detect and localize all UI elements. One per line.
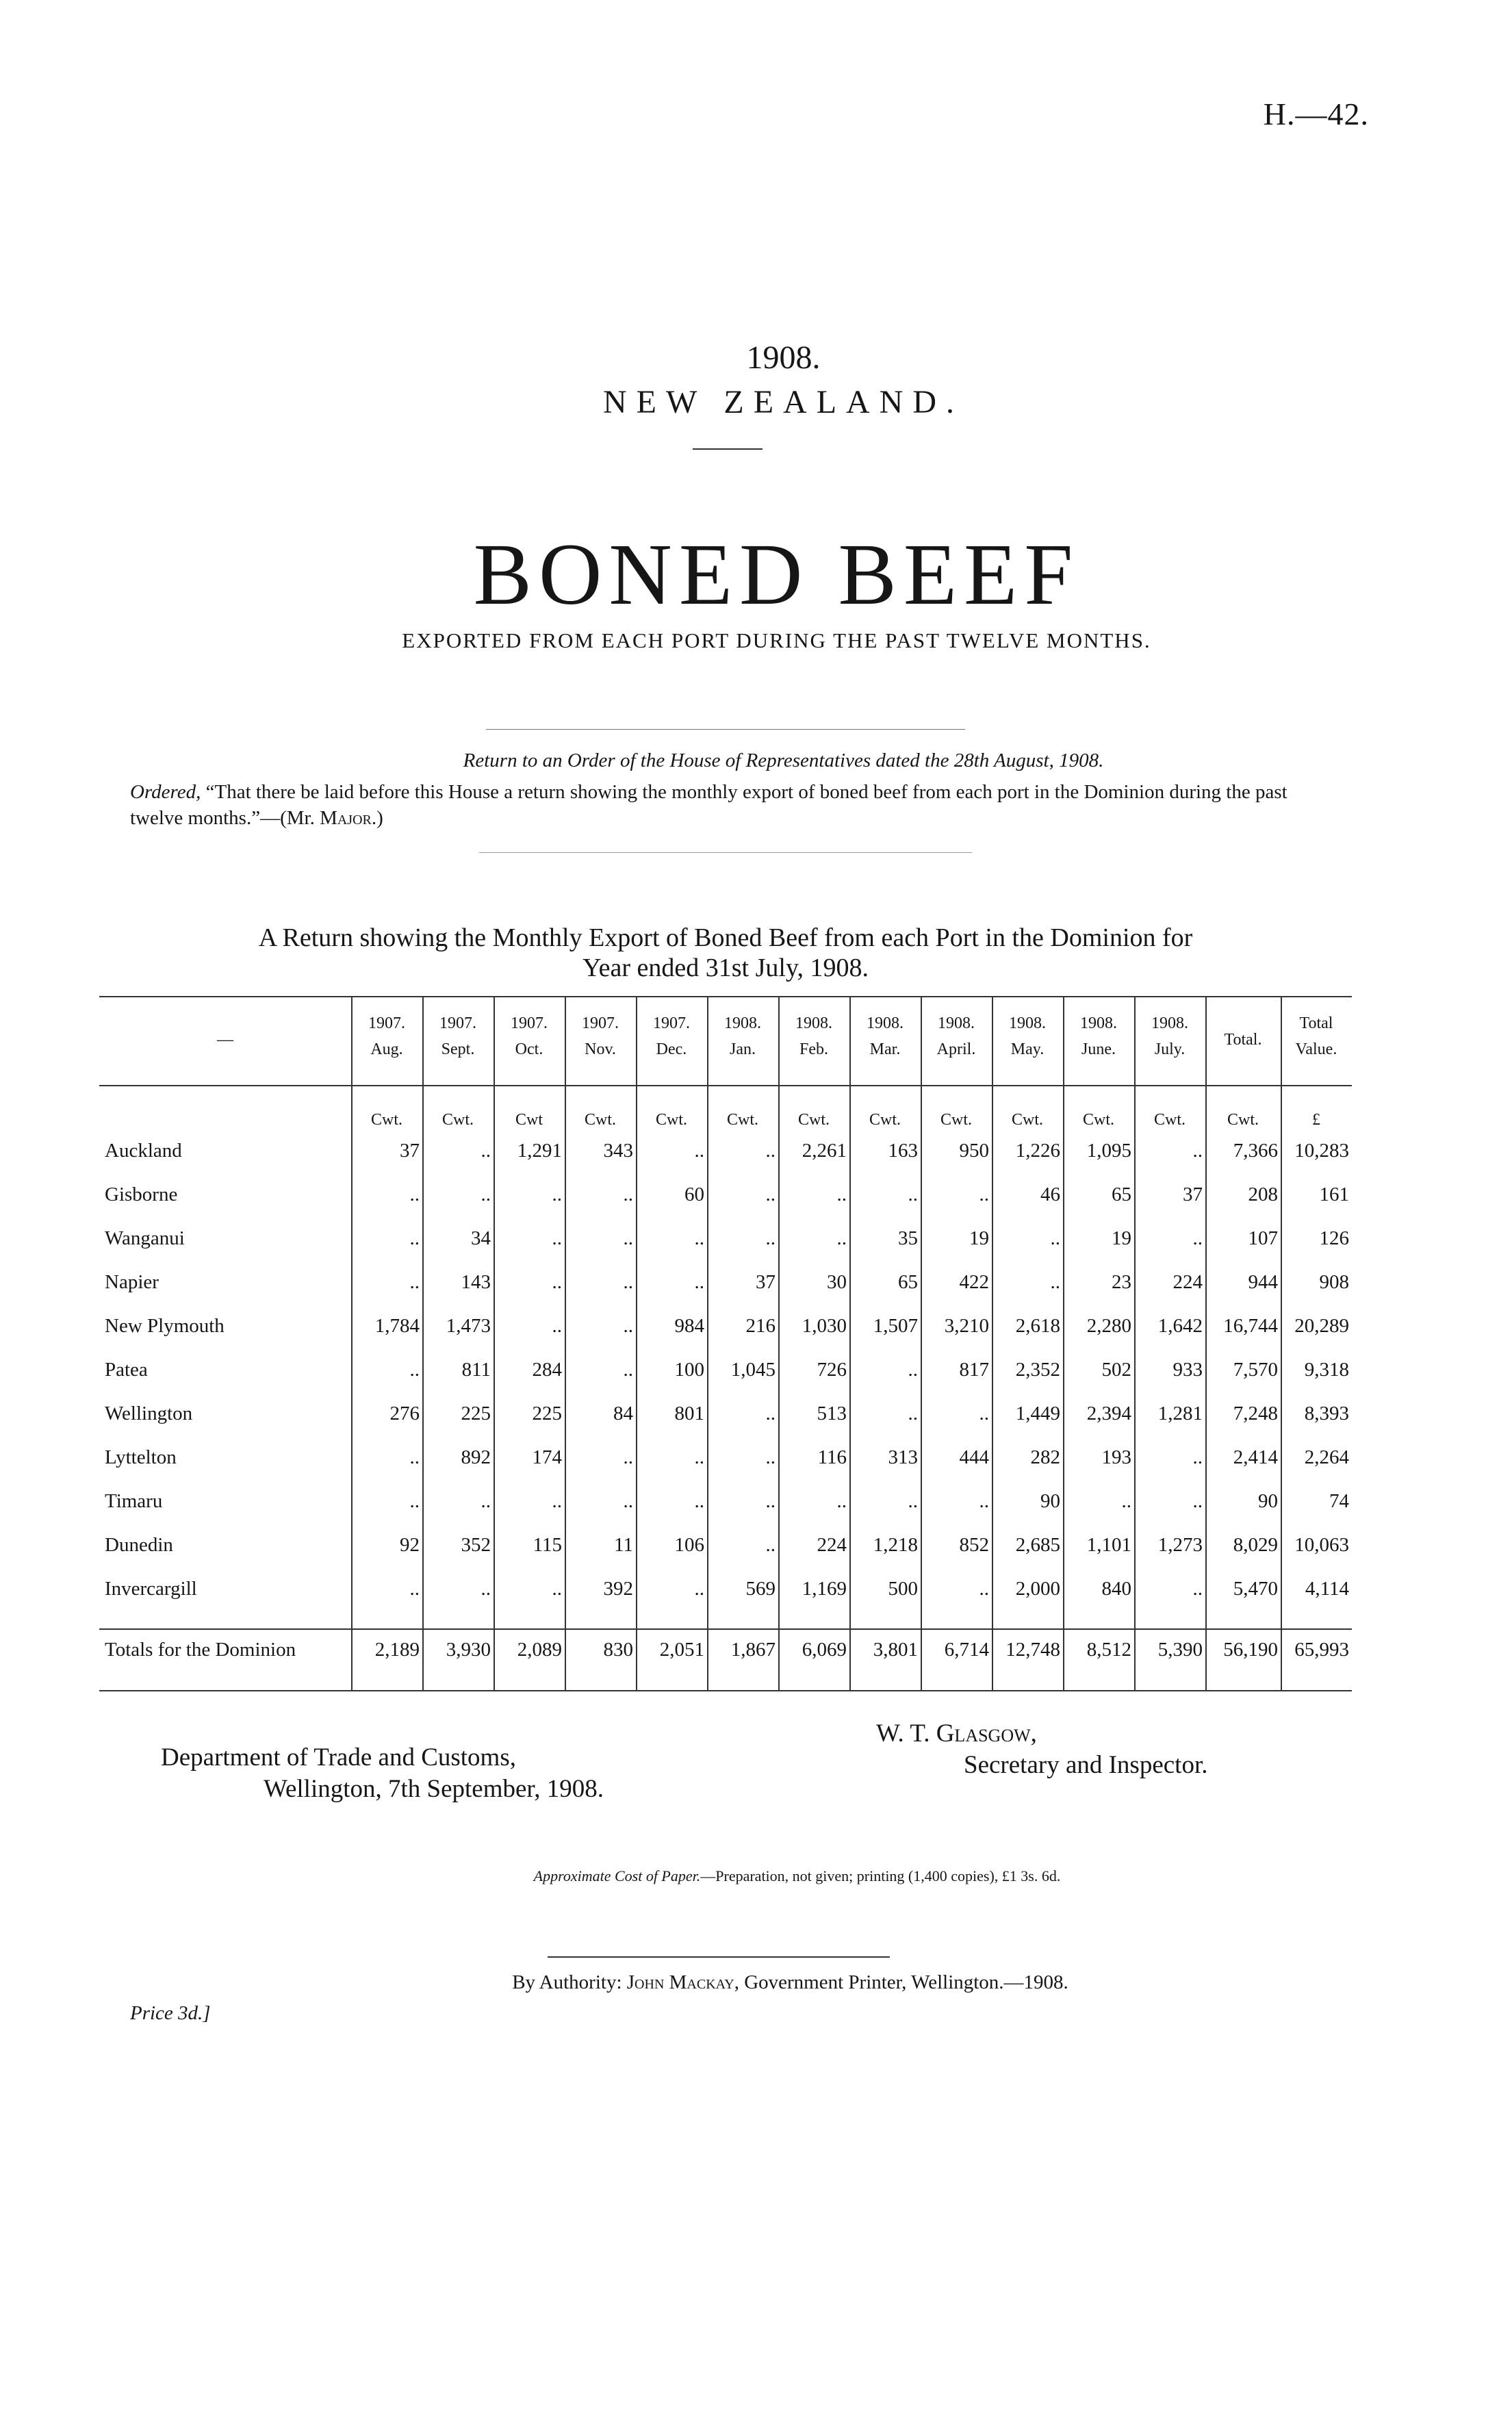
table-cell: 569 <box>745 1578 776 1600</box>
table-cell: .. <box>979 1578 989 1600</box>
totals-cell: 6,714 <box>944 1639 989 1661</box>
subtitle-rule <box>486 729 965 730</box>
authority-prefix: By Authority: <box>512 1971 627 1993</box>
table-cell: 34 <box>471 1227 491 1249</box>
table-cell: 216 <box>745 1315 776 1337</box>
column-year: 1908. <box>1009 1014 1046 1032</box>
table-cell: 46 <box>1040 1184 1060 1205</box>
table-cell: 2,000 <box>1015 1578 1060 1600</box>
column-year: 1908. <box>938 1014 975 1032</box>
table-cell: 852 <box>959 1534 989 1556</box>
ordered-text: “That there be laid before this House a return showing the monthly export of boned beef from each port in the Dominion during the past twelve months.”—(Mr. <box>130 781 1287 829</box>
ordered-lead: Ordered, <box>130 781 201 803</box>
table-cell: 1,784 <box>374 1315 420 1337</box>
table-cell: 161 <box>1319 1184 1349 1205</box>
port-name: Napier <box>105 1271 159 1293</box>
table-cell: 1,273 <box>1157 1534 1203 1556</box>
totals-cell: 2,089 <box>517 1639 562 1661</box>
totals-cell: 1,867 <box>730 1639 776 1661</box>
column-year: 1908. <box>867 1014 904 1032</box>
table-cell: 100 <box>674 1359 704 1381</box>
table-cell: 1,218 <box>873 1534 918 1556</box>
table-cell: 115 <box>533 1534 562 1556</box>
table-cell: 840 <box>1101 1578 1131 1600</box>
table-cell: .. <box>623 1227 633 1249</box>
table-cell: .. <box>409 1446 420 1468</box>
table-cell: 513 <box>817 1403 847 1424</box>
table-cell: 90 <box>1040 1490 1060 1512</box>
page-subtitle: EXPORTED FROM EACH PORT DURING THE PAST TWELVE MONTHS. <box>402 628 1151 652</box>
authority-suffix: , Government Printer, Wellington.—1908. <box>734 1971 1068 1993</box>
table-cell: .. <box>480 1490 491 1512</box>
table-cell: .. <box>979 1403 989 1424</box>
column-year: 1907. <box>582 1014 619 1032</box>
price-note: Price 3d.] <box>130 2002 211 2024</box>
table-body-rule <box>99 1628 1352 1630</box>
port-name: Auckland <box>105 1140 182 1162</box>
table-cell: .. <box>552 1490 562 1512</box>
table-cell: 282 <box>1030 1446 1060 1468</box>
table-cell: .. <box>694 1490 704 1512</box>
table-cell: .. <box>409 1359 420 1381</box>
column-year: Total <box>1299 1014 1333 1032</box>
column-unit: Cwt. <box>370 1111 402 1129</box>
table-cell: .. <box>480 1578 491 1600</box>
table-cell: 19 <box>1112 1227 1131 1249</box>
totals-cell: 3,801 <box>873 1639 918 1661</box>
table-cell: 106 <box>674 1534 704 1556</box>
table-cell: 1,101 <box>1086 1534 1131 1556</box>
table-cell: 19 <box>969 1227 989 1249</box>
table-cell: 16,744 <box>1223 1315 1278 1337</box>
department-line-2: Wellington, 7th September, 1908. <box>264 1775 604 1803</box>
ordered-close: .) <box>371 807 383 829</box>
authority-rule <box>548 1956 890 1958</box>
table-cell: 8,393 <box>1304 1403 1349 1424</box>
table-top-rule <box>99 996 1352 997</box>
table-caption-line-2: Year ended 31st July, 1908. <box>582 954 869 982</box>
table-cell: 2,261 <box>802 1140 847 1162</box>
table-cell: 126 <box>1319 1227 1349 1249</box>
table-cell: 1,449 <box>1015 1403 1060 1424</box>
table-cell: 224 <box>1173 1271 1203 1293</box>
table-cell: 2,414 <box>1233 1446 1278 1468</box>
column-year: 1907. <box>511 1014 548 1032</box>
table-cell: 500 <box>888 1578 918 1600</box>
table-cell: 225 <box>532 1403 562 1424</box>
table-cell: 10,063 <box>1294 1534 1349 1556</box>
table-cell: .. <box>694 1446 704 1468</box>
port-name: Invercargill <box>105 1578 197 1600</box>
column-unit: Cwt. <box>441 1111 474 1129</box>
table-corner: — <box>217 1031 233 1049</box>
table-cell: 7,570 <box>1233 1359 1278 1381</box>
table-cell: .. <box>694 1271 704 1293</box>
table-cell: 313 <box>888 1446 918 1468</box>
port-name: Patea <box>105 1359 148 1381</box>
table-cell: 7,248 <box>1233 1403 1278 1424</box>
column-year: 1908. <box>724 1014 761 1032</box>
table-cell: .. <box>765 1534 776 1556</box>
table-cell: .. <box>623 1490 633 1512</box>
table-cell: 422 <box>959 1271 989 1293</box>
column-month: May. <box>1010 1040 1045 1058</box>
table-cell: 1,045 <box>730 1359 776 1381</box>
table-cell: 908 <box>1319 1271 1349 1293</box>
table-cell: 37 <box>1183 1184 1203 1205</box>
table-cell: 92 <box>400 1534 420 1556</box>
table-cell: 801 <box>674 1403 704 1424</box>
page-title: BONED BEEF <box>473 526 1080 623</box>
column-month: July. <box>1154 1040 1186 1058</box>
table-cell: 107 <box>1248 1227 1278 1249</box>
column-unit: Cwt. <box>869 1111 901 1129</box>
table-cell: .. <box>1192 1490 1203 1512</box>
cost-note-label: Approximate Cost of Paper. <box>533 1867 701 1884</box>
totals-label: Totals for the Dominion <box>105 1639 296 1661</box>
table-cell: 284 <box>532 1359 562 1381</box>
port-name: Gisborne <box>105 1184 178 1205</box>
table-bottom-rule <box>99 1690 1352 1691</box>
table-cell: 502 <box>1101 1359 1131 1381</box>
column-unit: Cwt. <box>726 1111 758 1129</box>
table-cell: .. <box>480 1184 491 1205</box>
document-year: 1908. <box>746 340 821 376</box>
table-cell: 8,029 <box>1233 1534 1278 1556</box>
column-unit: £ <box>1312 1111 1320 1129</box>
table-cell: .. <box>409 1184 420 1205</box>
table-cell: .. <box>694 1140 704 1162</box>
table-cell: .. <box>694 1227 704 1249</box>
table-caption <box>123 923 1328 983</box>
table-cell: 163 <box>888 1140 918 1162</box>
totals-cell: 12,748 <box>1005 1639 1060 1661</box>
table-cell: 35 <box>898 1227 918 1249</box>
column-month: Total. <box>1224 1031 1262 1049</box>
table-cell: .. <box>694 1578 704 1600</box>
table-cell: .. <box>979 1490 989 1512</box>
table-cell: 20,289 <box>1294 1315 1349 1337</box>
table-cell: .. <box>979 1184 989 1205</box>
table-cell: .. <box>836 1227 847 1249</box>
table-caption-line-1: A Return showing the Monthly Export of Boned Beef from each Port in the Dominion for <box>258 923 1193 952</box>
table-cell: 1,030 <box>802 1315 847 1337</box>
table-cell: .. <box>765 1446 776 1468</box>
table-cell: .. <box>552 1271 562 1293</box>
column-month: June. <box>1081 1040 1116 1058</box>
table-cell: .. <box>908 1359 918 1381</box>
table-header-rule <box>99 1085 1352 1086</box>
table-cell: .. <box>1050 1227 1060 1249</box>
table-cell: 2,618 <box>1015 1315 1060 1337</box>
table-cell: .. <box>765 1140 776 1162</box>
ordered-member: Major <box>320 807 372 829</box>
totals-cell: 830 <box>603 1639 633 1661</box>
table-cell: 2,685 <box>1015 1534 1060 1556</box>
column-unit: Cwt. <box>1227 1111 1259 1129</box>
totals-cell: 6,069 <box>802 1639 847 1661</box>
table-cell: .. <box>765 1227 776 1249</box>
return-order-line: Return to an Order of the House of Representatives dated the 28th August, 1908. <box>463 750 1104 771</box>
table-cell: 726 <box>817 1359 847 1381</box>
table-cell: 1,226 <box>1015 1140 1060 1162</box>
column-unit: Cwt. <box>584 1111 616 1129</box>
table-cell: .. <box>1192 1140 1203 1162</box>
table-cell: .. <box>765 1403 776 1424</box>
table-cell: 84 <box>613 1403 633 1424</box>
column-unit: Cwt. <box>940 1111 972 1129</box>
totals-cell: 65,993 <box>1294 1639 1349 1661</box>
column-year: 1908. <box>1080 1014 1117 1032</box>
table-cell: 7,366 <box>1233 1140 1278 1162</box>
table-cell: 11 <box>614 1534 633 1556</box>
order-rule <box>479 852 972 853</box>
table-cell: 811 <box>461 1359 491 1381</box>
table-cell: 143 <box>461 1271 491 1293</box>
table-cell: 10,283 <box>1294 1140 1349 1162</box>
cost-note-text: —Preparation, not given; printing (1,400 copies), £1 3s. 6d. <box>700 1867 1061 1884</box>
department-line-1: Department of Trade and Customs, <box>161 1743 516 1772</box>
department-block <box>161 1742 604 1805</box>
table-cell: 1,507 <box>873 1315 918 1337</box>
table-cell: .. <box>908 1490 918 1512</box>
column-month: Dec. <box>656 1040 687 1058</box>
column-month: Oct. <box>515 1040 543 1058</box>
table-cell: 444 <box>959 1446 989 1468</box>
table-cell: .. <box>836 1184 847 1205</box>
column-month: Nov. <box>585 1040 616 1058</box>
totals-cell: 3,930 <box>446 1639 491 1661</box>
column-unit: Cwt. <box>1011 1111 1043 1129</box>
table-cell: .. <box>1192 1227 1203 1249</box>
table-cell: 225 <box>461 1403 491 1424</box>
table-cell: 1,473 <box>446 1315 491 1337</box>
table-cell: .. <box>908 1184 918 1205</box>
table-cell: 276 <box>389 1403 420 1424</box>
table-cell: 65 <box>1112 1184 1131 1205</box>
table-cell: 193 <box>1101 1446 1131 1468</box>
port-name: Wellington <box>105 1403 193 1424</box>
heading-rule <box>693 448 763 450</box>
column-year: 1907. <box>653 1014 690 1032</box>
table-cell: 5,470 <box>1233 1578 1278 1600</box>
ordered-paragraph <box>130 779 1307 831</box>
table-cell: 352 <box>461 1534 491 1556</box>
table-cell: .. <box>552 1184 562 1205</box>
table-cell: .. <box>409 1271 420 1293</box>
port-name: Timaru <box>105 1490 163 1512</box>
table-cell: .. <box>908 1403 918 1424</box>
column-month: Mar. <box>869 1040 901 1058</box>
table-cell: 208 <box>1248 1184 1278 1205</box>
column-month: Value. <box>1295 1040 1337 1058</box>
table-cell: .. <box>836 1490 847 1512</box>
table-cell: .. <box>623 1359 633 1381</box>
table-cell: .. <box>552 1315 562 1337</box>
table-cell: 2,280 <box>1086 1315 1131 1337</box>
column-month: April. <box>936 1040 976 1058</box>
table-cell: 90 <box>1258 1490 1278 1512</box>
table-cell: .. <box>623 1446 633 1468</box>
table-cell: .. <box>623 1315 633 1337</box>
table-cell: 2,394 <box>1086 1403 1131 1424</box>
table-cell: .. <box>1121 1490 1131 1512</box>
table-cell: .. <box>409 1227 420 1249</box>
table-cell: 23 <box>1112 1271 1131 1293</box>
table-cell: .. <box>552 1227 562 1249</box>
table-cell: .. <box>765 1490 776 1512</box>
table-cell: .. <box>623 1271 633 1293</box>
column-year: 1908. <box>795 1014 832 1032</box>
table-cell: 933 <box>1173 1359 1203 1381</box>
column-month: Sept. <box>441 1040 475 1058</box>
column-month: Jan. <box>730 1040 756 1058</box>
paper-number: H.—42. <box>1263 97 1369 131</box>
signature-block <box>876 1718 1208 1781</box>
column-unit: Cwt. <box>1153 1111 1186 1129</box>
signatory-title: Secretary and Inspector. <box>964 1751 1208 1779</box>
table-cell: 224 <box>817 1534 847 1556</box>
table-cell: 116 <box>817 1446 847 1468</box>
table-cell: 343 <box>603 1140 633 1162</box>
table-cell: .. <box>1050 1271 1060 1293</box>
table-cell: 2,352 <box>1015 1359 1060 1381</box>
column-unit: Cwt. <box>655 1111 687 1129</box>
table-cell: 1,642 <box>1157 1315 1203 1337</box>
column-month: Feb. <box>799 1040 828 1058</box>
totals-cell: 2,189 <box>374 1639 420 1661</box>
table-cell: 984 <box>674 1315 704 1337</box>
table-cell: 817 <box>959 1359 989 1381</box>
table-cell: 174 <box>532 1446 562 1468</box>
table-cell: .. <box>552 1578 562 1600</box>
table-cell: .. <box>1192 1446 1203 1468</box>
column-year: 1907. <box>368 1014 405 1032</box>
table-cell: .. <box>765 1184 776 1205</box>
column-year: 1908. <box>1151 1014 1188 1032</box>
table-cell: .. <box>623 1184 633 1205</box>
column-unit: Cwt. <box>1082 1111 1114 1129</box>
table-cell: 4,114 <box>1305 1578 1349 1600</box>
port-name: Lyttelton <box>105 1446 177 1468</box>
table-cell: 60 <box>684 1184 704 1205</box>
port-name: Wanganui <box>105 1227 185 1249</box>
table-cell: .. <box>409 1490 420 1512</box>
totals-cell: 56,190 <box>1223 1639 1278 1661</box>
column-unit: Cwt <box>515 1111 543 1129</box>
port-name: Dunedin <box>105 1534 173 1556</box>
table-cell: 65 <box>898 1271 918 1293</box>
table-cell: 9,318 <box>1304 1359 1349 1381</box>
table-cell: .. <box>1192 1578 1203 1600</box>
country-heading: NEW ZEALAND. <box>602 384 964 420</box>
column-unit: Cwt. <box>797 1111 830 1129</box>
table-cell: 944 <box>1248 1271 1278 1293</box>
table-cell: 1,095 <box>1086 1140 1131 1162</box>
table-cell: 37 <box>756 1271 776 1293</box>
table-cell: 950 <box>959 1140 989 1162</box>
table-cell: 37 <box>400 1140 420 1162</box>
table-cell: 1,281 <box>1157 1403 1203 1424</box>
printer-name: John Mackay <box>626 1971 734 1993</box>
table-cell: 392 <box>603 1578 633 1600</box>
cost-note <box>0 1867 1512 1885</box>
totals-cell: 2,051 <box>659 1639 704 1661</box>
table-cell: 2,264 <box>1304 1446 1349 1468</box>
port-name: New Plymouth <box>105 1315 225 1337</box>
printer-authority <box>0 1971 1512 1994</box>
table-cell: .. <box>480 1140 491 1162</box>
totals-cell: 8,512 <box>1086 1639 1131 1661</box>
table-cell: 1,291 <box>517 1140 562 1162</box>
column-month: Aug. <box>370 1040 403 1058</box>
table-cell: 30 <box>827 1271 847 1293</box>
column-year: 1907. <box>439 1014 476 1032</box>
signatory-name: W. T. Glasgow, <box>876 1719 1037 1748</box>
table-cell: 74 <box>1329 1490 1349 1512</box>
table-cell: .. <box>409 1578 420 1600</box>
table-cell: 1,169 <box>802 1578 847 1600</box>
totals-cell: 5,390 <box>1157 1639 1203 1661</box>
table-cell: 3,210 <box>944 1315 989 1337</box>
table-cell: 892 <box>461 1446 491 1468</box>
